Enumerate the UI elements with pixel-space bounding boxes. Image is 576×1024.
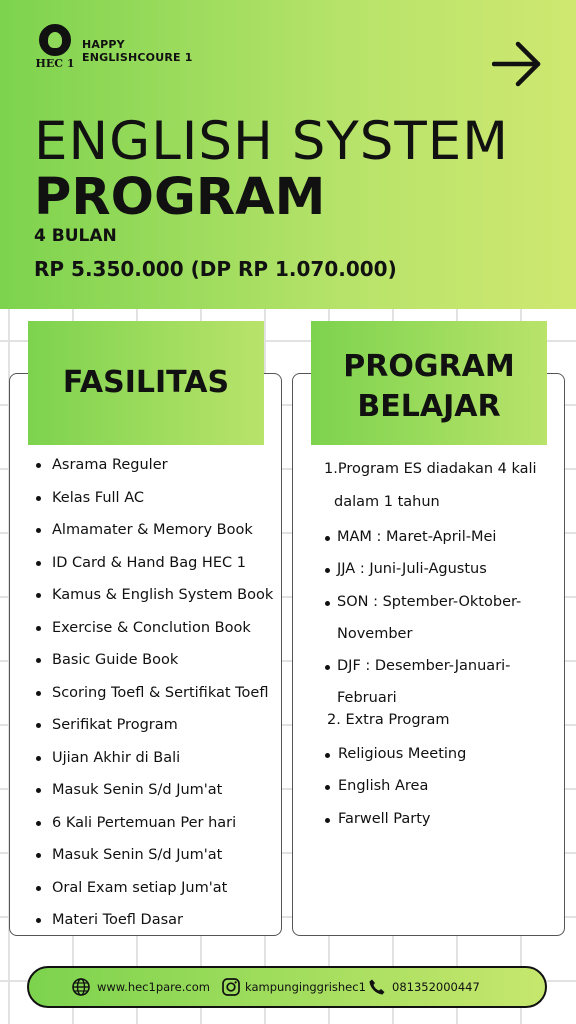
bullet-icon xyxy=(325,785,330,790)
contact-footer xyxy=(27,966,547,1008)
list-item: Kamus & English System Book xyxy=(36,579,282,612)
extra-item: Religious Meeting xyxy=(338,746,467,762)
program-point-1-line-2: dalam 1 tahun xyxy=(334,494,440,510)
bullet-icon xyxy=(325,536,330,541)
program-price: RP 5.350.000 (DP RP 1.070.000) xyxy=(34,257,397,281)
list-item: Oral Exam setiap Jum'at xyxy=(36,872,282,905)
phone-icon xyxy=(367,977,387,997)
program-belajar-heading xyxy=(311,321,547,445)
fasilitas-heading: FASILITAS xyxy=(28,321,264,445)
program-belajar-card xyxy=(292,373,565,936)
arrow-right-icon[interactable] xyxy=(492,40,542,88)
phone-number[interactable]: 081352000447 xyxy=(392,980,480,994)
brand-line-2: ENGLISHCOURE 1 xyxy=(82,51,193,64)
program-duration: 4 BULAN xyxy=(34,226,117,246)
program-belajar-heading-line-1: PROGRAM xyxy=(343,349,515,384)
bullet-icon xyxy=(325,568,330,573)
list-item: Masuk Senin S/d Jum'at xyxy=(36,839,282,872)
bullet-icon xyxy=(325,665,330,670)
schedule-item: JJA : Juni-Juli-Agustus xyxy=(337,561,487,577)
brand-line-1: HAPPY xyxy=(82,38,125,51)
list-item: Exercise & Conclution Book xyxy=(36,612,282,645)
schedule-item-continued: Februari xyxy=(337,690,397,706)
program-point-2: 2. Extra Program xyxy=(327,712,450,728)
list-item: ID Card & Hand Bag HEC 1 xyxy=(36,547,282,580)
list-item: Asrama Reguler xyxy=(36,449,282,482)
list-item: Materi Toefl Dasar xyxy=(36,904,282,937)
extra-item: Farwell Party xyxy=(338,811,431,827)
logo-badge-icon xyxy=(39,24,71,56)
list-item: Masuk Senin S/d Jum'at xyxy=(36,774,282,807)
schedule-item: SON : Sptember-Oktober- xyxy=(337,594,522,610)
bullet-icon xyxy=(325,601,330,606)
brand-name xyxy=(82,38,193,64)
title-line-2: PROGRAM xyxy=(34,168,326,227)
globe-icon xyxy=(71,977,91,997)
schedule-item: DJF : Desember-Januari- xyxy=(337,658,511,674)
logo-text: HEC 1 xyxy=(35,57,75,70)
schedule-item: MAM : Maret-April-Mei xyxy=(337,529,497,545)
bullet-icon xyxy=(325,753,330,758)
list-item: Kelas Full AC xyxy=(36,482,282,515)
instagram-handle[interactable]: kampunginggrishec1 xyxy=(245,980,366,994)
list-item: Basic Guide Book xyxy=(36,644,282,677)
hec1-logo xyxy=(34,24,76,72)
program-belajar-heading-line-2: BELAJAR xyxy=(357,389,501,424)
list-item: 6 Kali Pertemuan Per hari xyxy=(36,807,282,840)
list-item: Ujian Akhir di Bali xyxy=(36,742,282,775)
list-item: Serifikat Program xyxy=(36,709,282,742)
extra-item: English Area xyxy=(338,778,429,794)
website-link[interactable]: www.hec1pare.com xyxy=(97,980,210,994)
bullet-icon xyxy=(325,818,330,823)
title-line-1: ENGLISH SYSTEM xyxy=(34,111,509,172)
list-item: Scoring Toefl & Sertifikat Toefl xyxy=(36,677,282,710)
fasilitas-list xyxy=(36,449,282,937)
instagram-icon xyxy=(221,977,241,997)
program-point-1-line-1: 1.Program ES diadakan 4 kali xyxy=(324,461,537,477)
schedule-item-continued: November xyxy=(337,626,413,642)
list-item: Almamater & Memory Book xyxy=(36,514,282,547)
